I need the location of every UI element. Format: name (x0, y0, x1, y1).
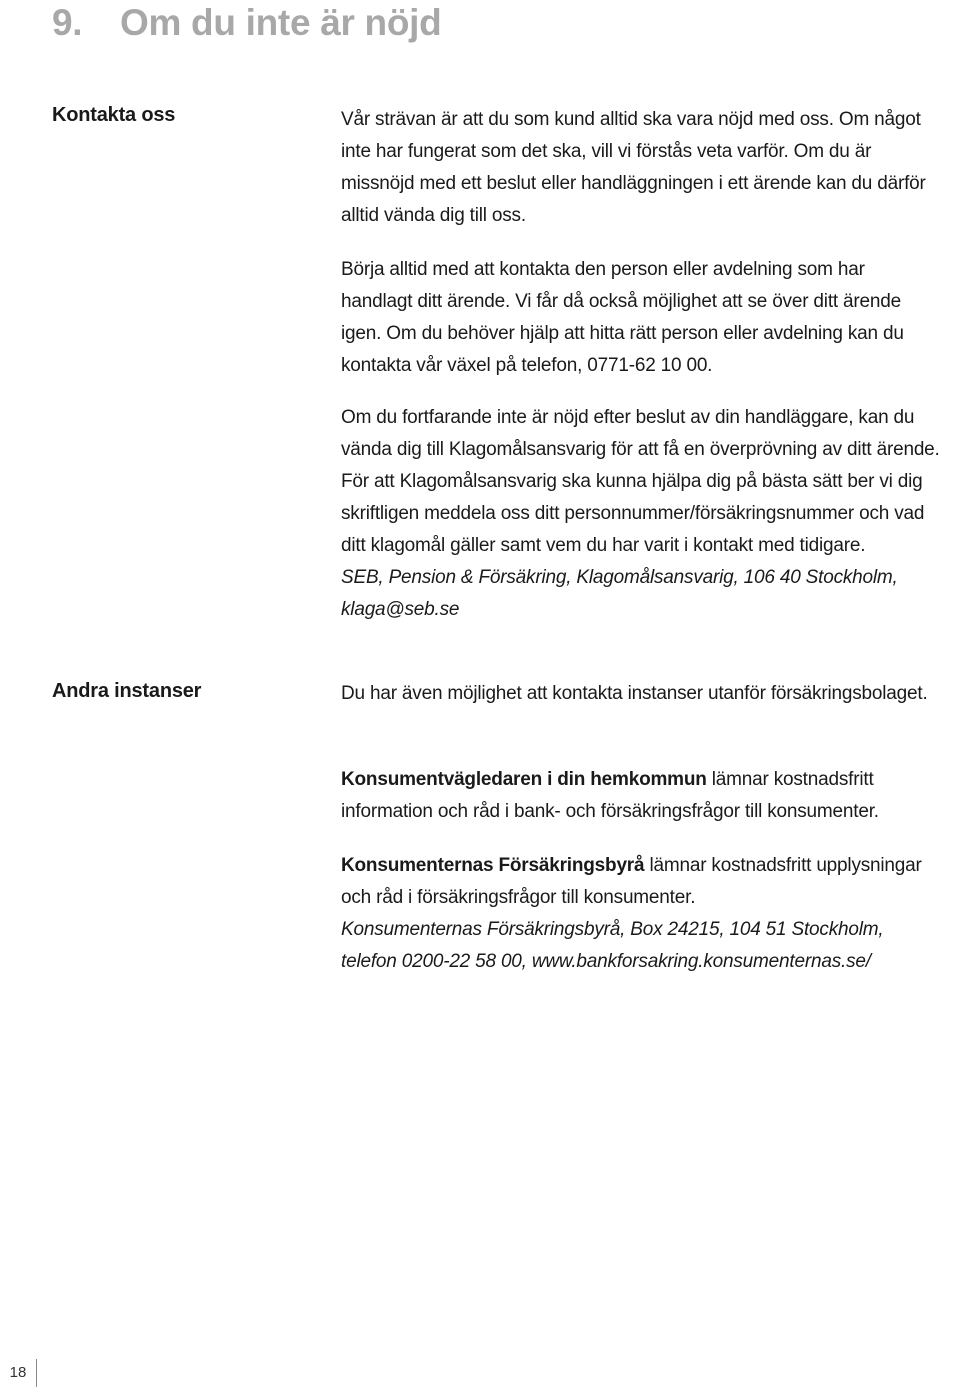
section-label-andra-instanser: Andra instanser (52, 680, 202, 702)
forsakringsbyra-name: Konsumenternas Försäkringsbyrå (341, 855, 645, 876)
chapter-title: Om du inte är nöjd (120, 2, 442, 43)
forsakringsbyra-text: lämnar kostnadsfritt upplysningar och råd i försäkringsfrågor till konsumenter. (341, 855, 922, 908)
kontakta-paragraph-3 (341, 402, 941, 626)
andra-paragraph-2 (341, 764, 941, 828)
kontakta-paragraph-3-text: Om du fortfarande inte är nöjd efter beslut av din handläggare, kan du vända dig till Klagomålsansvarig för att få en överprövning av ditt ärende. För att Klagomålsansvarig ska kunna hjälpa dig på bästa sätt ber vi dig skriftligen meddela oss ditt personnummer/försäkringsnummer och vad ditt klagomål gäller samt vem du har varit i kontakt med tidigare. (341, 407, 940, 556)
kontakta-paragraph-1: Vår strävan är att du som kund alltid ska vara nöjd med oss. Om något inte har fungerat som det ska, vill vi förstås veta varför. Om du är missnöjd med ett beslut eller handläggningen i ett ärende kan du därför alltid vända dig till oss. (341, 109, 926, 226)
klagomalsansvarig-address: SEB, Pension & Försäkring, Klagomålsansvarig, 106 40 Stockholm, klaga@seb.se (341, 567, 898, 620)
kontakta-paragraph-2: Börja alltid med att kontakta den person eller avdelning som har handlagt ditt ärende. Vi får då också möjlighet att se över ditt ärende igen. Om du behöver hjälp att hitta rätt person eller avdelning kan du kontakta vår växel på telefon, 0771-62 10 00. (341, 259, 904, 376)
konsumentvagledaren-name: Konsumentvägledaren i din hemkommun (341, 769, 707, 790)
andra-paragraph-3 (341, 850, 941, 978)
konsumentvagledaren-text: lämnar kostnadsfritt information och råd i bank- och försäkringsfrågor till konsumenter. (341, 769, 879, 822)
chapter-number: 9. (52, 2, 83, 43)
forsakringsbyra-address: Konsumenternas Försäkringsbyrå, Box 24215, 104 51 Stockholm, telefon 0200-22 58 00, www.bankforsakring.konsumenternas.se/ (341, 919, 884, 972)
page-number: 18 (0, 1359, 37, 1387)
andra-paragraph-1: Du har även möjlighet att kontakta instanser utanför försäkringsbolaget. (341, 683, 928, 704)
section-label-kontakta-oss: Kontakta oss (52, 104, 176, 126)
chapter-heading (52, 2, 441, 44)
